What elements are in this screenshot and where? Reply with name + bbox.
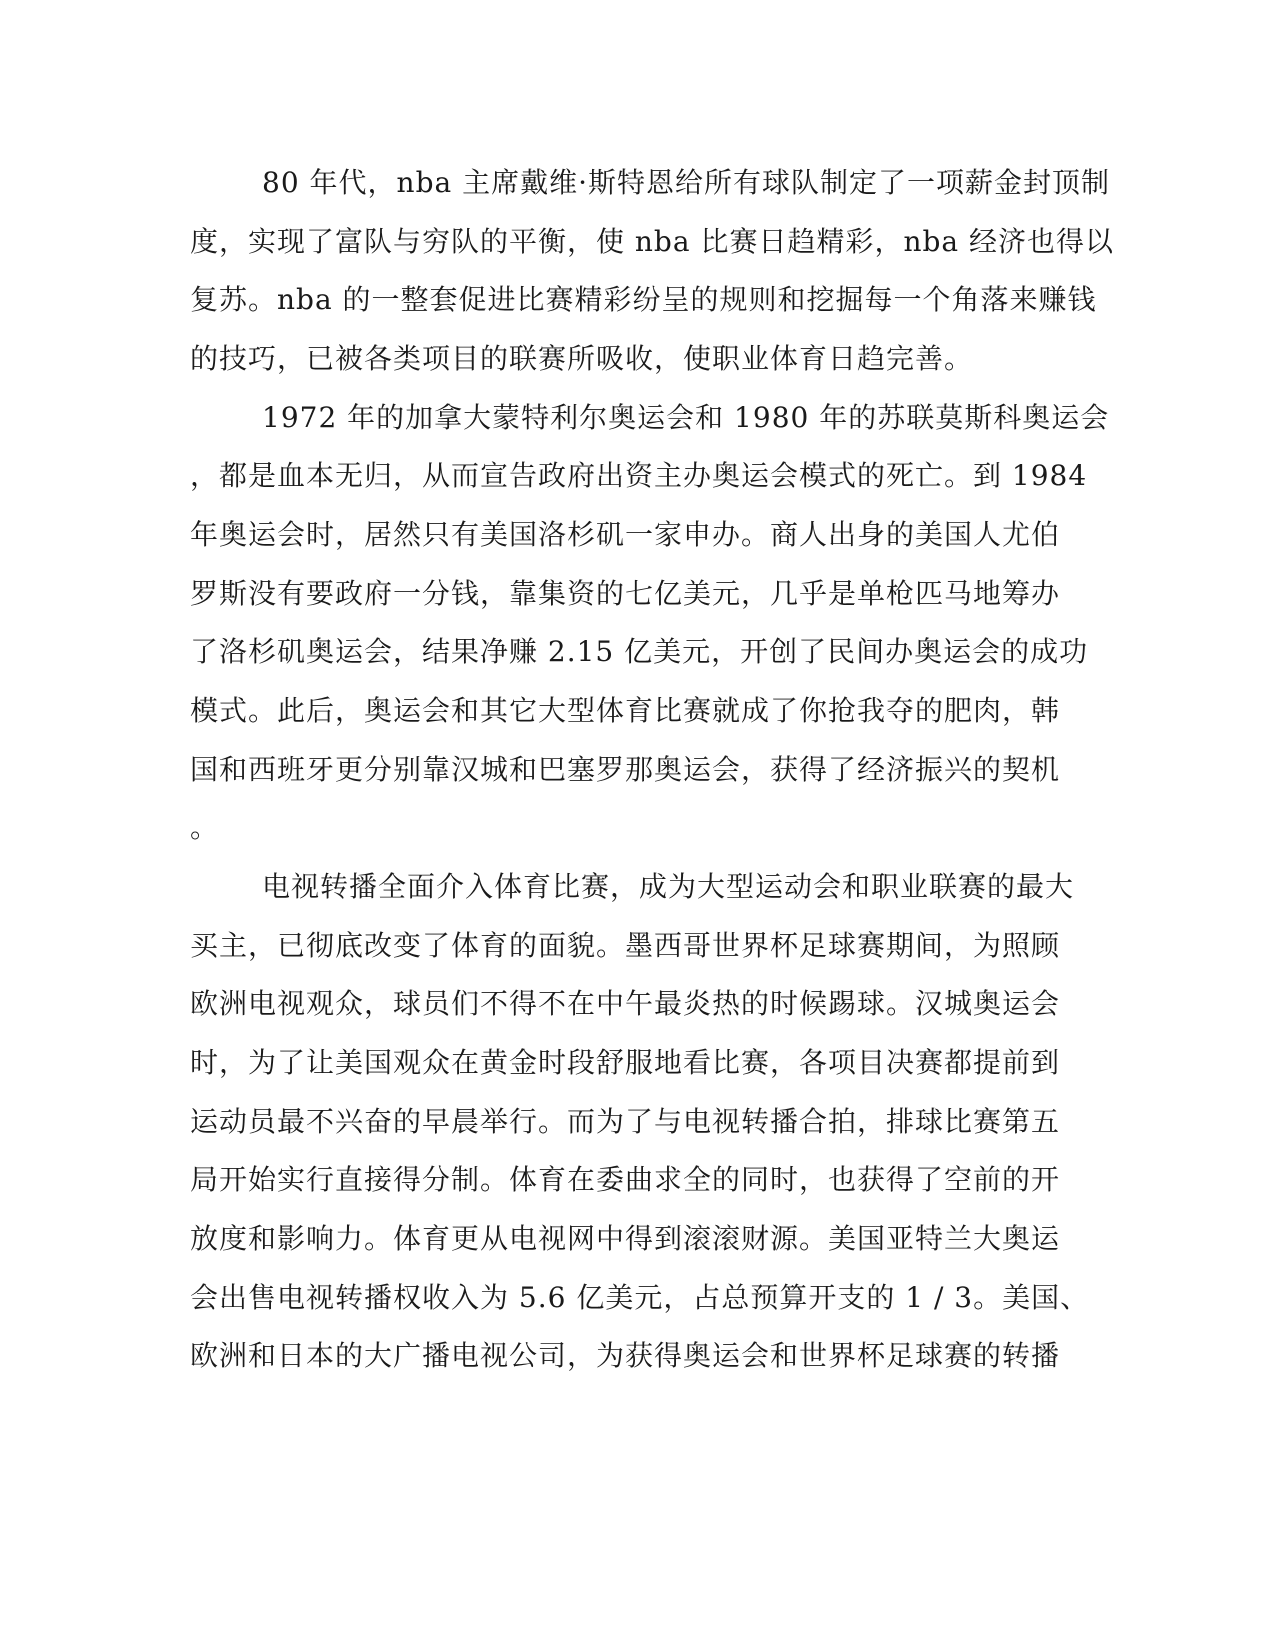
- paragraph-3-line-2: 买主，已彻底改变了体育的面貌。墨西哥世界杯足球赛期间，为照顾: [190, 929, 1061, 962]
- paragraph-1-line-2: 度，实现了富队与穷队的平衡，使 nba 比赛日趋精彩，nba 经济也得以: [190, 225, 1115, 258]
- paragraph-2-line-3: 年奥运会时，居然只有美国洛杉矶一家申办。商人出身的美国人尤伯: [190, 518, 1061, 551]
- paragraph-3-line-6: 局开始实行直接得分制。体育在委曲求全的同时，也获得了空前的开: [190, 1163, 1061, 1196]
- paragraph-1-line-3: 复苏。nba 的一整套促进比赛精彩纷呈的规则和挖掘每一个角落来赚钱: [190, 283, 1097, 316]
- paragraph-3-line-3: 欧洲电视观众，球员们不得不在中午最炎热的时候踢球。汉城奥运会: [190, 987, 1061, 1020]
- paragraph-3-line-7: 放度和影响力。体育更从电视网中得到滚滚财源。美国亚特兰大奥运: [190, 1222, 1061, 1255]
- paragraph-2-line-1: 1972 年的加拿大蒙特利尔奥运会和 1980 年的苏联莫斯科奥运会: [262, 401, 1110, 434]
- paragraph-2-line-6: 模式。此后，奥运会和其它大型体育比赛就成了你抢我夺的肥肉，韩: [190, 694, 1061, 727]
- paragraph-2-line-4: 罗斯没有要政府一分钱，靠集资的七亿美元，几乎是单枪匹马地筹办: [190, 577, 1061, 610]
- paragraph-3-line-4: 时，为了让美国观众在黄金时段舒服地看比赛，各项目决赛都提前到: [190, 1046, 1061, 1079]
- paragraph-3-line-9: 欧洲和日本的大广播电视公司，为获得奥运会和世界杯足球赛的转播: [190, 1339, 1061, 1372]
- paragraph-2-line-8: 。: [190, 811, 220, 844]
- paragraph-3-line-1: 电视转播全面介入体育比赛，成为大型运动会和职业联赛的最大: [262, 870, 1075, 903]
- paragraph-2-line-5: 了洛杉矶奥运会，结果净赚 2.15 亿美元，开创了民间办奥运会的成功: [190, 635, 1089, 668]
- paragraph-2-line-2: ，都是血本无归，从而宣告政府出资主办奥运会模式的死亡。到 1984: [190, 459, 1088, 492]
- paragraph-1-line-4: 的技巧，已被各类项目的联赛所吸收，使职业体育日趋完善。: [190, 342, 974, 375]
- paragraph-3-line-5: 运动员最不兴奋的早晨举行。而为了与电视转播合拍，排球比赛第五: [190, 1105, 1061, 1138]
- paragraph-2-line-7: 国和西班牙更分别靠汉城和巴塞罗那奥运会，获得了经济振兴的契机: [190, 753, 1061, 786]
- paragraph-3-line-8: 会出售电视转播权收入为 5.6 亿美元，占总预算开支的 1 / 3。美国、: [190, 1281, 1090, 1314]
- paragraph-1-line-1: 80 年代，nba 主席戴维·斯特恩给所有球队制定了一项薪金封顶制: [262, 166, 1110, 199]
